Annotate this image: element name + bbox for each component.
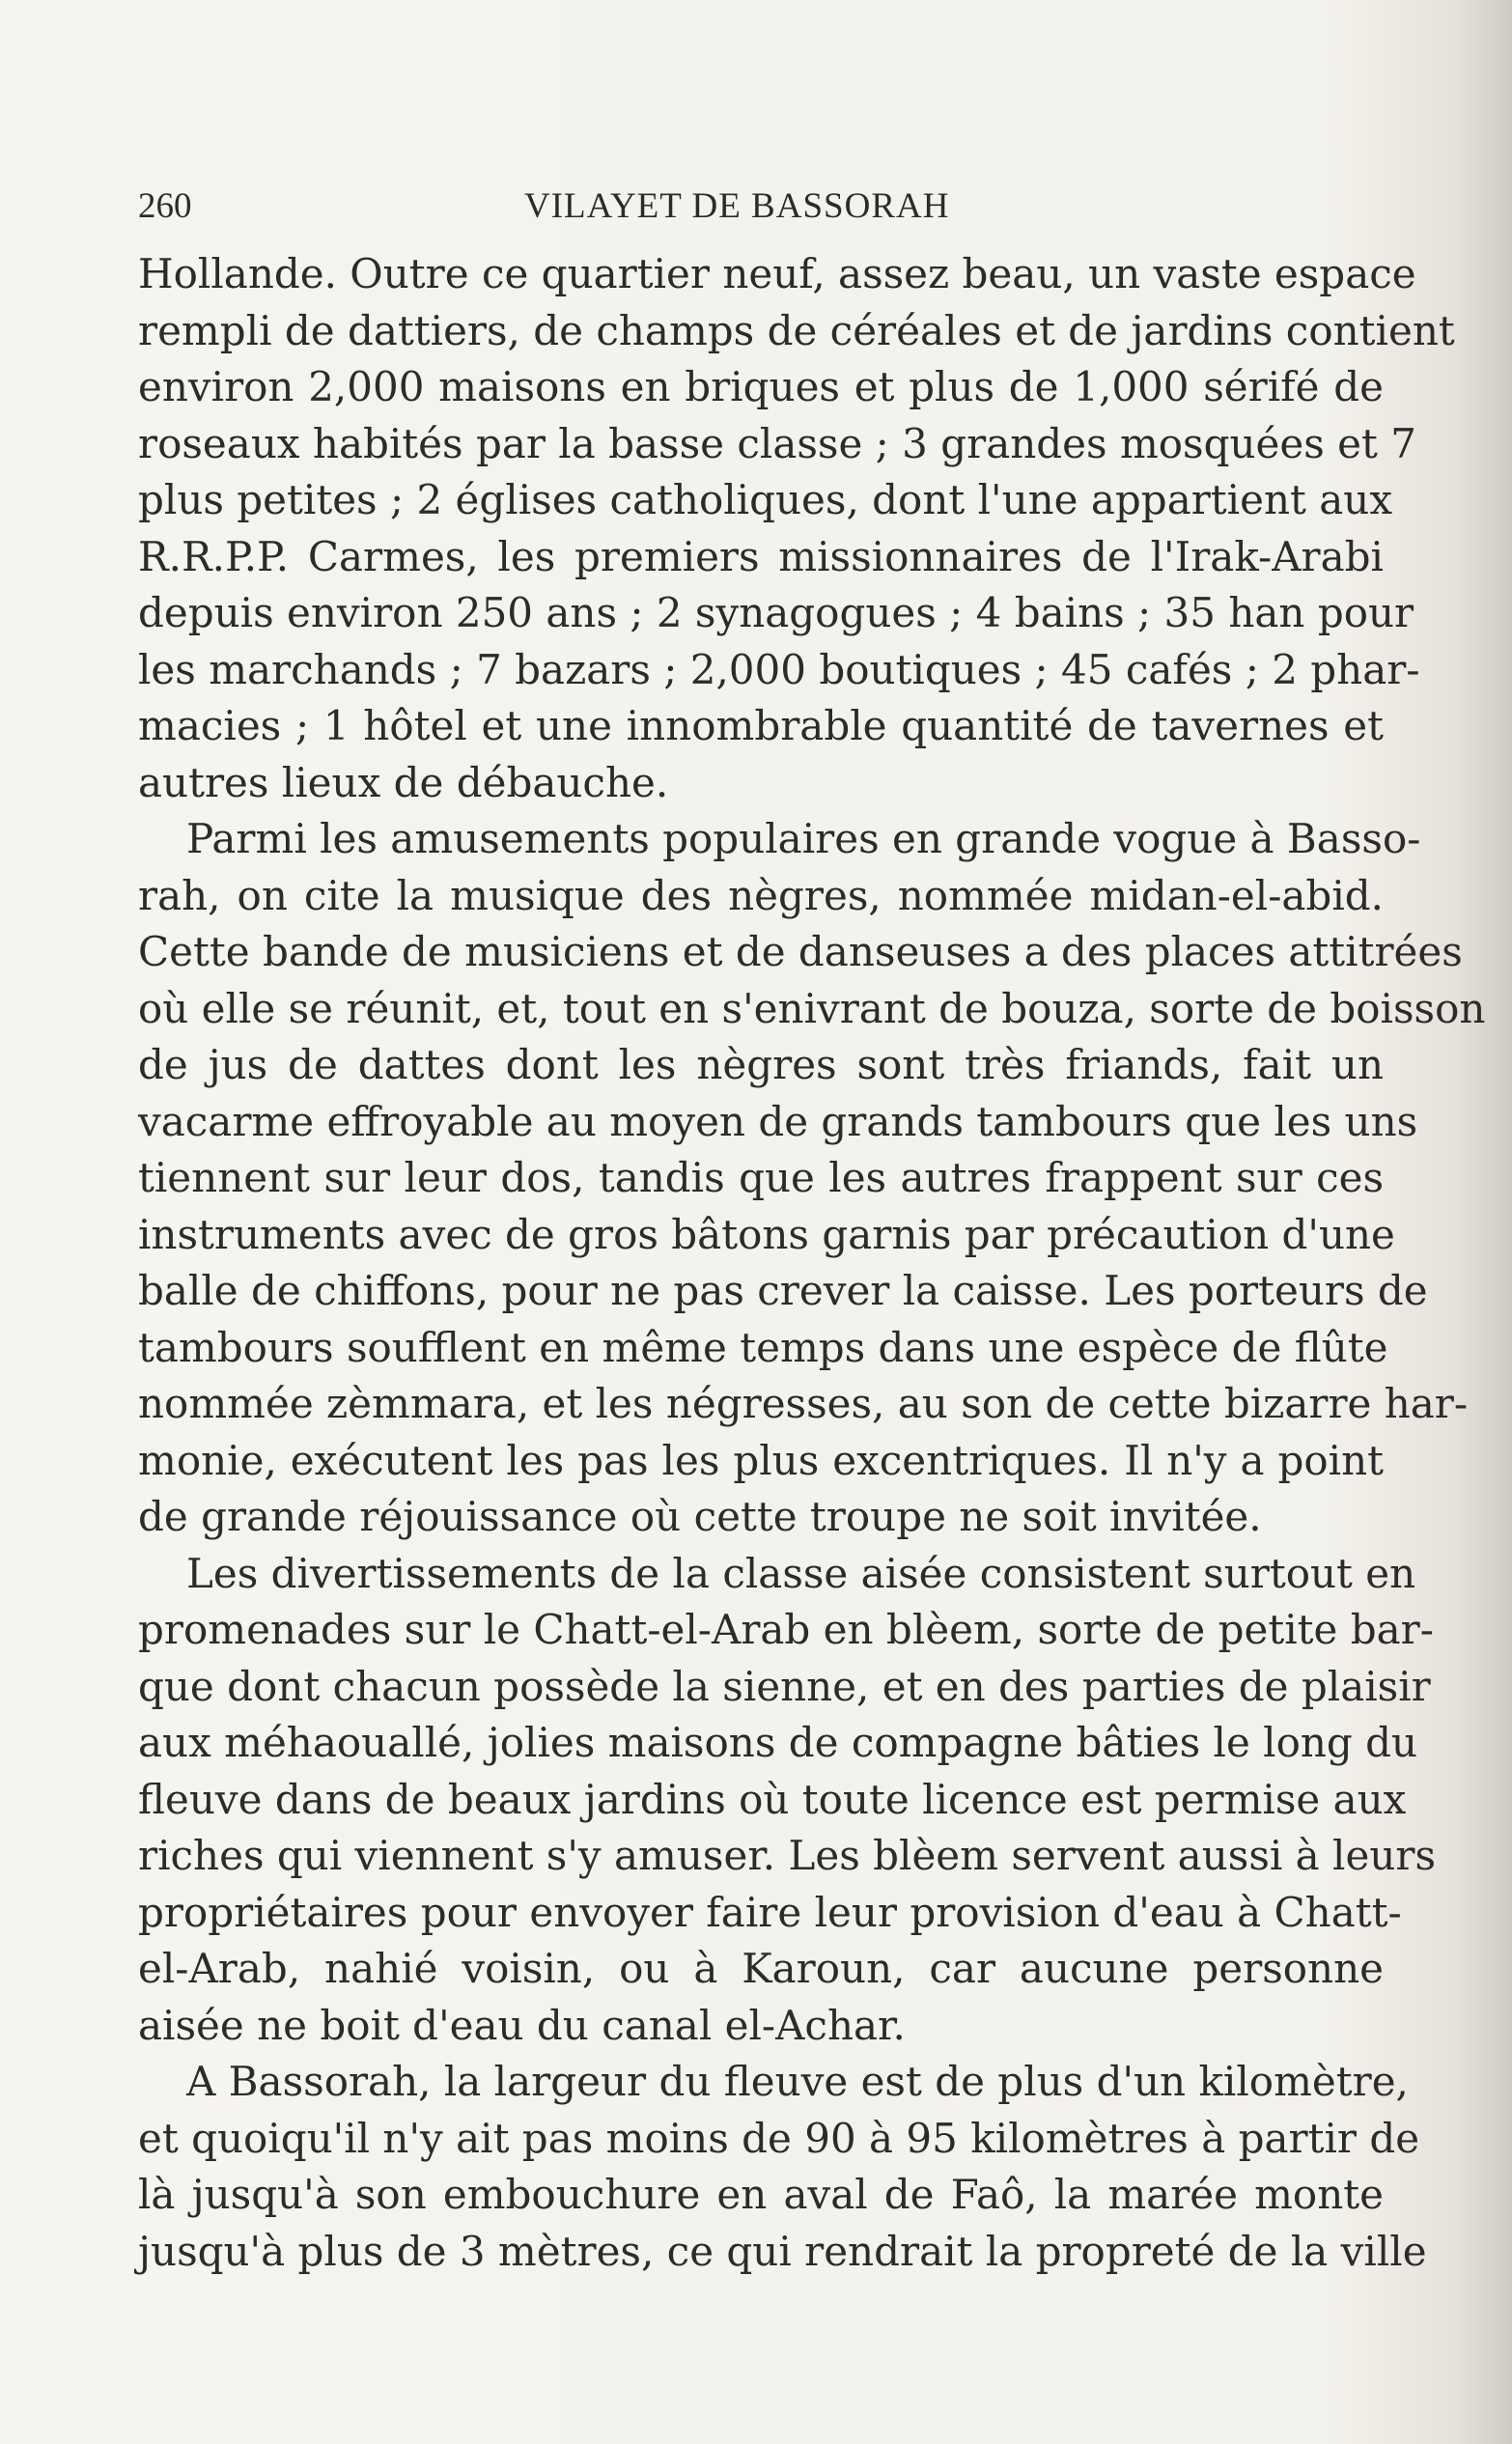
- text-line: de jus de dattes dont les nègres sont très friands, fait un: [138, 1041, 1384, 1088]
- text-line: où elle se réunit, et, tout en s'enivrant de bouza, sorte de boisson: [138, 984, 1486, 1032]
- text-line: tiennent sur leur dos, tandis que les autres frappent sur ces: [138, 1154, 1384, 1201]
- text-line: propriétaires pour envoyer faire leur provision d'eau à Chatt-: [138, 1888, 1402, 1936]
- text-line: Hollande. Outre ce quartier neuf, assez beau, un vaste espace: [138, 250, 1416, 297]
- running-title: VILAYET DE BASSORAH: [524, 186, 950, 226]
- text-line: aux méhaouallé, jolies maisons de compagne bâties le long du: [138, 1719, 1418, 1766]
- paragraph-4: [138, 2054, 1427, 2280]
- paragraph-3: [138, 1546, 1437, 2055]
- paragraph-1: [138, 246, 1455, 811]
- text-block: [138, 174, 1486, 2280]
- text-line: plus petites ; 2 églises catholiques, dont l'une appartient aux: [138, 476, 1393, 523]
- text-line: monie, exécutent les pas les plus excentriques. Il n'y a point: [138, 1436, 1384, 1484]
- text-line: promenades sur le Chatt-el-Arab en blèem, sorte de petite bar-: [138, 1606, 1434, 1653]
- text-line: R.R.P.P. Carmes, les premiers missionnaires de l'Irak-Arabi: [138, 532, 1384, 580]
- text-line: Parmi les amusements populaires en grande vogue à Basso-: [186, 815, 1421, 862]
- text-line: environ 2,000 maisons en briques et plus de 1,000 sérifé de: [138, 363, 1384, 410]
- text-line: les marchands ; 7 bazars ; 2,000 boutiques ; 45 cafés ; 2 phar-: [138, 645, 1420, 693]
- text-line: là jusqu'à son embouchure en aval de Faô, la marée monte: [138, 2171, 1384, 2218]
- text-line: de grande réjouissance où cette troupe ne soit invitée.: [138, 1493, 1262, 1540]
- text-line: depuis environ 250 ans ; 2 synagogues ; 4 bains ; 35 han pour: [138, 589, 1414, 636]
- paragraph-2: [138, 811, 1486, 1546]
- text-line: instruments avec de gros bâtons garnis par précaution d'une: [138, 1210, 1395, 1258]
- text-line: aisée ne boit d'eau du canal el-Achar.: [138, 2001, 906, 2049]
- text-line: el-Arab, nahié voisin, ou à Karoun, car aucune personne: [138, 1945, 1384, 1992]
- text-line: roseaux habités par la basse classe ; 3 grandes mosquées et 7: [138, 419, 1416, 467]
- text-line: A Bassorah, la largeur du fleuve est de plus d'un kilomètre,: [186, 2058, 1409, 2105]
- text-line: riches qui viennent s'y amuser. Les blèem servent aussi à leurs: [138, 1832, 1437, 1879]
- text-line: fleuve dans de beaux jardins où toute licence est permise aux: [138, 1775, 1407, 1823]
- text-line: rah, on cite la musique des nègres, nommée midan-el-abid.: [138, 871, 1384, 919]
- text-line: nommée zèmmara, et les négresses, au son de cette bizarre har-: [138, 1380, 1469, 1427]
- text-line: jusqu'à plus de 3 mètres, ce qui rendrait la propreté de la ville: [138, 2227, 1427, 2275]
- text-line: que dont chacun possède la sienne, et en des parties de plaisir: [138, 1662, 1431, 1710]
- text-line: macies ; 1 hôtel et une innombrable quantité de tavernes et: [138, 702, 1384, 749]
- text-line: Cette bande de musiciens et de danseuses a des places attitrées: [138, 928, 1463, 975]
- text-line: Les divertissements de la classe aisée consistent surtout en: [186, 1549, 1416, 1597]
- text-line: balle de chiffons, pour ne pas crever la caisse. Les porteurs de: [138, 1267, 1428, 1314]
- text-line: vacarme effroyable au moyen de grands tambours que les uns: [138, 1097, 1418, 1145]
- text-line: tambours soufflent en même temps dans une espèce de flûte: [138, 1323, 1388, 1371]
- text-line: et quoiqu'il n'y ait pas moins de 90 à 95 kilomètres à partir de: [138, 2114, 1420, 2162]
- text-line: rempli de dattiers, de champs de céréales et de jardins contient: [138, 306, 1455, 354]
- text-line: autres lieux de débauche.: [138, 758, 669, 806]
- page-number: 260: [138, 186, 192, 226]
- page-header: [138, 174, 1384, 246]
